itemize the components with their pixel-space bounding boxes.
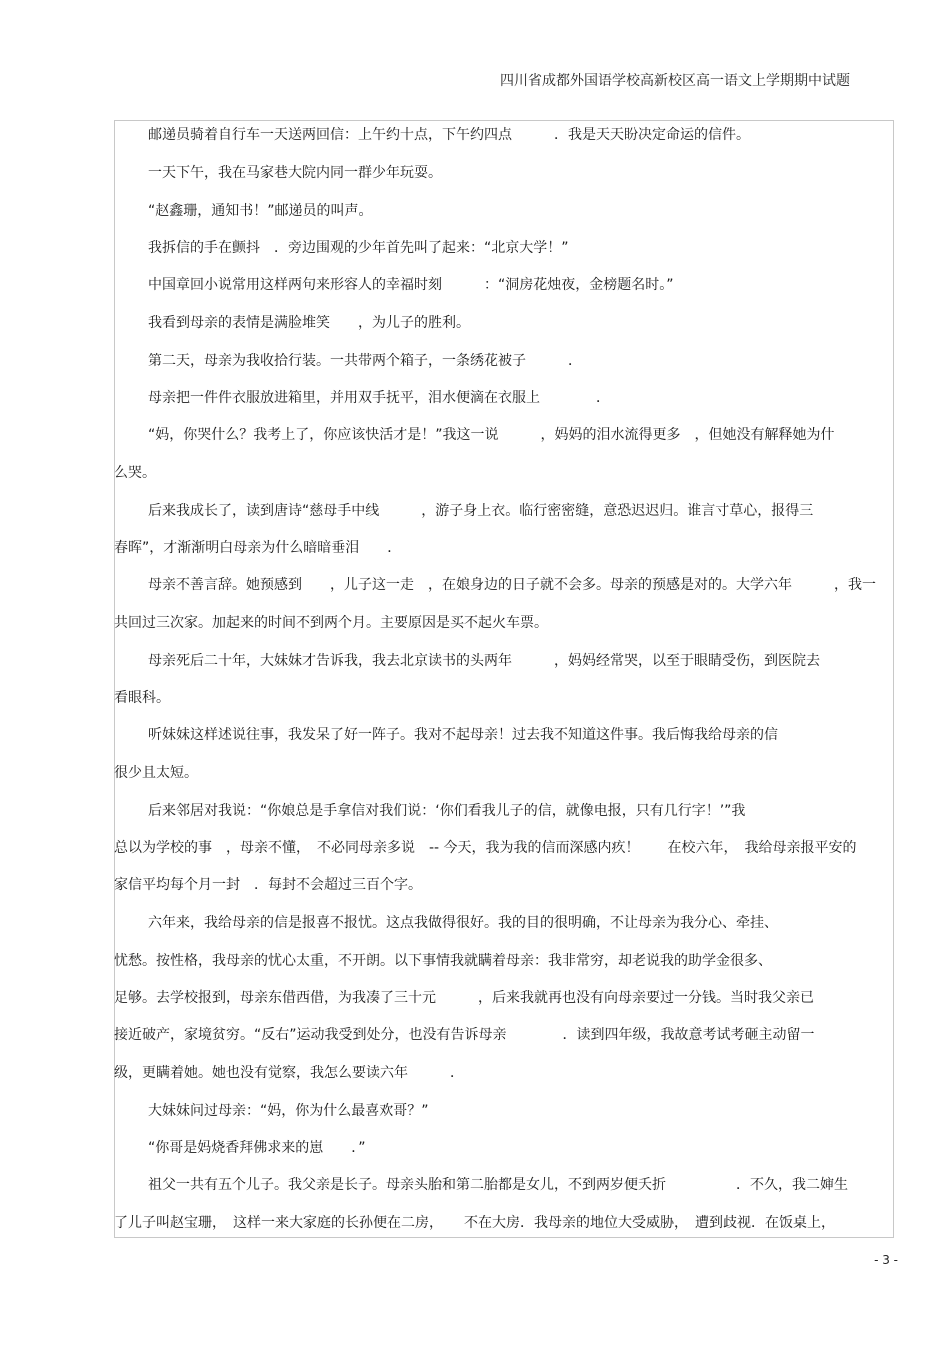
page-number: - 3 - — [874, 1253, 898, 1267]
text-line: 春晖”，才渐渐明白母亲为什么暗暗垂泪 ． — [114, 540, 402, 556]
text-line: 大妹妹问过母亲：“妈，你为什么最喜欢哥？” — [148, 1103, 429, 1119]
text-line: 后来我成长了，读到唐诗“慈母手中线 ，游子身上衣。临行密密缝，意恐迟迟归。谁言寸草心，报得三 — [148, 503, 814, 519]
text-line: 忧愁。按性格，我母亲的忧心太重，不开朗。以下事情我就瞒着母亲：我非常穷，却老说我的助学金很多、 — [114, 953, 772, 969]
text-line: 级，更瞒着她。她也没有觉察，我怎么要读六年 ． — [114, 1065, 464, 1081]
text-line: 总以为学校的事 ，母亲不懂， 不必同母亲多说 -- 今天，我为我的信而深感内疚！ 在校六年， 我给母亲报平安的 — [114, 840, 857, 856]
text-line: 很少且太短。 — [114, 765, 198, 781]
text-line: “赵鑫珊，通知书！”邮递员的叫声。 — [148, 203, 373, 219]
text-line: 母亲不善言辞。她预感到 ，儿子这一走 ，在娘身边的日子就不会多。母亲的预感是对的。大学六年 ，我一 — [148, 577, 876, 593]
text-line: 共回过三次家。加起来的时间不到两个月。主要原因是买不起火车票。 — [114, 615, 548, 631]
text-line: 我看到母亲的表情是满脸堆笑 ，为儿子的胜利。 — [148, 315, 470, 331]
text-line: 后来邻居对我说：“你娘总是手拿信对我们说：‘你们看我儿子的信，就像电报，只有几行字！’”我 — [148, 803, 746, 819]
text-line: 我拆信的手在颤抖 ．旁边围观的少年首先叫了起来：“北京大学！” — [148, 240, 569, 256]
text-line: 邮递员骑着自行车一天送两回信：上午约十点，下午约四点 ．我是天天盼决定命运的信件。 — [148, 127, 750, 143]
text-line: 听妹妹这样述说往事，我发呆了好一阵子。我对不起母亲！过去我不知道这件事。我后悔我给母亲的信 — [148, 727, 778, 743]
text-line: 接近破产，家境贫穷。“反右”运动我受到处分，也没有告诉母亲 ．读到四年级，我故意考试考砸主动留一 — [114, 1027, 815, 1043]
text-line: 家信平均每个月一封 ．每封不会超过三百个字。 — [114, 877, 422, 893]
text-line: 一天下午，我在马家巷大院内同一群少年玩耍。 — [148, 165, 442, 181]
text-line: 母亲死后二十年，大妹妹才告诉我，我去北京读书的头两年 ，妈妈经常哭，以至于眼睛受伤，到医院去 — [148, 653, 820, 669]
text-line: 六年来，我给母亲的信是报喜不报忧。这点我做得很好。我的目的很明确，不让母亲为我分心、牵挂、 — [148, 915, 778, 931]
document-header-title: 四川省成都外国语学校高新校区高一语文上学期期中试题 — [500, 73, 850, 89]
text-line: 足够。去学校报到，母亲东借西借，为我凑了三十元 ，后来我就再也没有向母亲要过一分钱。当时我父亲已 — [114, 990, 814, 1006]
text-line: 祖父一共有五个儿子。我父亲是长子。母亲头胎和第二胎都是女儿，不到两岁便夭折 ．不久，我二婶生 — [148, 1177, 848, 1193]
text-line: “你哥是妈烧香拜佛求来的崽 ．” — [148, 1140, 366, 1156]
text-line: 母亲把一件件衣服放进箱里，并用双手抚平，泪水便滴在衣服上 ． — [148, 390, 610, 406]
text-line: “妈，你哭什么？我考上了，你应该快活才是！”我这一说 ，妈妈的泪水流得更多 ，但她没有解释她为什 — [148, 427, 835, 443]
text-line: 第二天，母亲为我收拾行装。一共带两个箱子，一条绣花被子 ． — [148, 353, 582, 369]
text-line: 么哭。 — [114, 465, 156, 481]
text-line: 中国章回小说常用这样两句来形容人的幸福时刻 ：“洞房花烛夜，金榜题名时。” — [148, 277, 674, 293]
text-line: 了儿子叫赵宝珊， 这样一来大家庭的长孙便在二房， 不在大房．我母亲的地位大受威胁， 遭到歧视．在饭桌上， — [114, 1215, 835, 1231]
text-line: 看眼科。 — [114, 690, 170, 706]
